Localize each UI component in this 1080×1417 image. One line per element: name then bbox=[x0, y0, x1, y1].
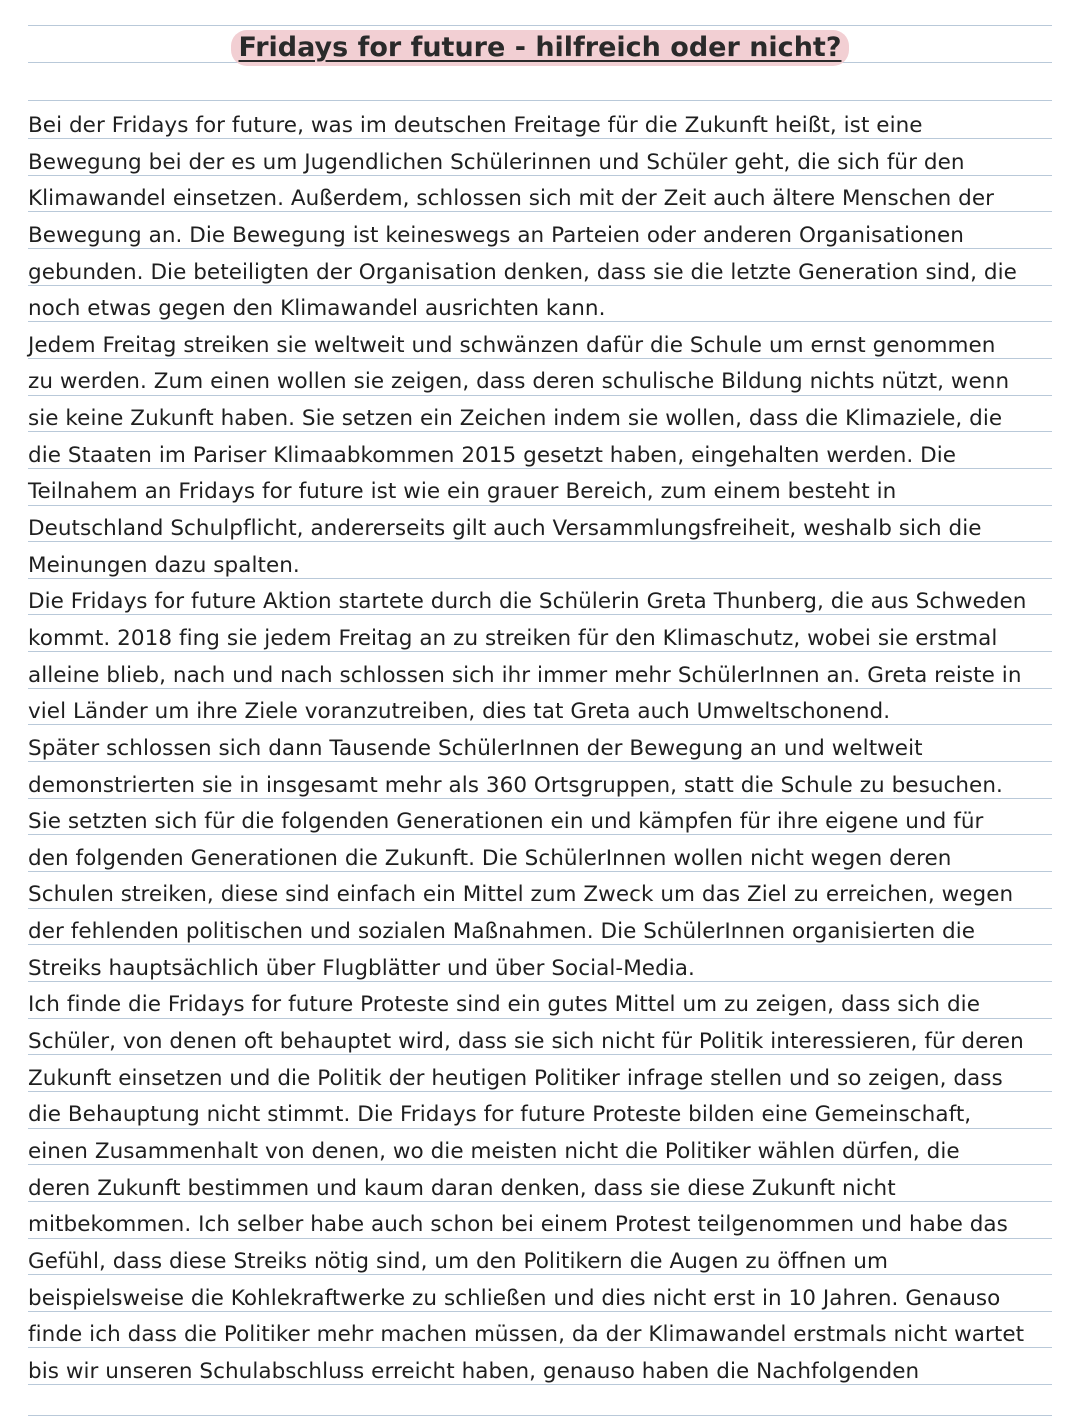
text-line: einen Zusammenhalt von denen, wo die meisten nicht die Politiker wählen dürfen, die bbox=[28, 1138, 960, 1164]
text-line: gebunden. Die beteiligten der Organisation denken, dass sie die letzte Generation sind, die bbox=[28, 259, 1017, 285]
text-line: Schüler, von denen oft behauptet wird, dass sie sich nicht für Politik interessieren, für deren bbox=[28, 1029, 1024, 1055]
text-line: sie keine Zukunft haben. Sie setzen ein Zeichen indem sie wollen, dass die Klimaziele, die bbox=[28, 406, 1003, 432]
text-line: Die Fridays for future Aktion startete durch die Schülerin Greta Thunberg, die aus Schweden bbox=[28, 589, 1027, 615]
text-line: Gefühl, dass diese Streiks nötig sind, um den Politikern die Augen zu öffnen um bbox=[28, 1248, 888, 1274]
text-line: zu werden. Zum einen wollen sie zeigen, dass deren schulische Bildung nichts nützt, wenn bbox=[28, 369, 1010, 395]
text-line: Ich finde die Fridays for future Proteste sind ein gutes Mittel um zu zeigen, dass sich die bbox=[28, 992, 980, 1018]
text-line: beispielsweise die Kohlekraftwerke zu schließen und dies nicht erst in 10 Jahren. Genauso bbox=[28, 1285, 1001, 1311]
text-line: Deutschland Schulpflicht, andererseits gilt auch Versammlungsfreiheit, weshalb sich die bbox=[28, 516, 982, 542]
text-line: mitbekommen. Ich selber habe auch schon bei einem Protest teilgenommen und habe das bbox=[28, 1212, 1008, 1238]
ruled-line bbox=[28, 100, 1052, 101]
text-line: Streiks hauptsächlich über Flugblätter und über Social-Media. bbox=[28, 955, 695, 981]
text-line: Später schlossen sich dann Tausende SchülerInnen der Bewegung an und weltweit bbox=[28, 735, 923, 761]
text-line: Bei der Fridays for future, was im deutschen Freitage für die Zukunft heißt, ist eine bbox=[28, 113, 923, 138]
page-title: Fridays for future - hilfreich oder nicht? bbox=[231, 30, 850, 66]
text-line: kommt. 2018 fing sie jedem Freitag an zu streiken für den Klimaschutz, wobei sie erstmal bbox=[28, 625, 998, 651]
text-line: die Staaten im Pariser Klimaabkommen 2015 gesetzt haben, eingehalten werden. Die bbox=[28, 442, 957, 468]
text-line: Jedem Freitag streiken sie weltweit und schwänzen dafür die Schule um ernst genommen bbox=[28, 332, 996, 358]
essay-text bbox=[28, 108, 1058, 1390]
text-line: Bewegung bei der es um Jugendlichen Schülerinnen und Schüler geht, die sich für den bbox=[28, 149, 965, 175]
ruled-line bbox=[28, 25, 1052, 26]
ruled-line bbox=[28, 1415, 1052, 1416]
text-line: bis wir unseren Schulabschluss erreicht haben, genauso haben die Nachfolgenden bbox=[28, 1358, 920, 1384]
text-line: noch etwas gegen den Klimawandel ausrichten kann. bbox=[28, 296, 606, 322]
text-line: Klimawandel einsetzen. Außerdem, schlossen sich mit der Zeit auch ältere Menschen der bbox=[28, 186, 995, 212]
text-line: Sie setzten sich für die folgenden Generationen ein und kämpfen für ihre eigene und für bbox=[28, 809, 984, 835]
text-line: deren Zukunft bestimmen und kaum daran denken, dass sie diese Zukunft nicht bbox=[28, 1175, 896, 1201]
text-line: Zukunft einsetzen und die Politik der heutigen Politiker infrage stellen und so zeigen, dass bbox=[28, 1065, 1003, 1091]
text-line: Bewegung an. Die Bewegung ist keineswegs an Parteien oder anderen Organisationen bbox=[28, 222, 964, 248]
text-line: Schulen streiken, diese sind einfach ein Mittel zum Zweck um das Ziel zu erreichen, wegen bbox=[28, 882, 1014, 908]
text-line: demonstrierten sie in insgesamt mehr als 360 Ortsgruppen, statt die Schule zu besuchen. bbox=[28, 772, 1003, 798]
text-line: die Behauptung nicht stimmt. Die Fridays for future Proteste bilden eine Gemeinschaft, bbox=[28, 1102, 972, 1128]
title-container bbox=[0, 30, 1080, 66]
text-line: viel Länder um ihre Ziele voranzutreiben, dies tat Greta auch Umweltschonend. bbox=[28, 699, 891, 725]
text-line: Meinungen dazu spalten. bbox=[28, 552, 300, 578]
text-line: alleine blieb, nach und nach schlossen sich ihr immer mehr SchülerInnen an. Greta reiste in bbox=[28, 662, 1022, 688]
text-line: den folgenden Generationen die Zukunft. Die SchülerInnen wollen nicht wegen deren bbox=[28, 845, 952, 871]
text-line: Teilnahem an Fridays for future ist wie ein grauer Bereich, zum einem besteht in bbox=[28, 479, 897, 505]
text-line: der fehlenden politischen und sozialen Maßnahmen. Die SchülerInnen organisierten die bbox=[28, 919, 976, 945]
text-line: finde ich dass die Politiker mehr machen müssen, da der Klimawandel erstmals nicht wartet bbox=[28, 1322, 1025, 1348]
